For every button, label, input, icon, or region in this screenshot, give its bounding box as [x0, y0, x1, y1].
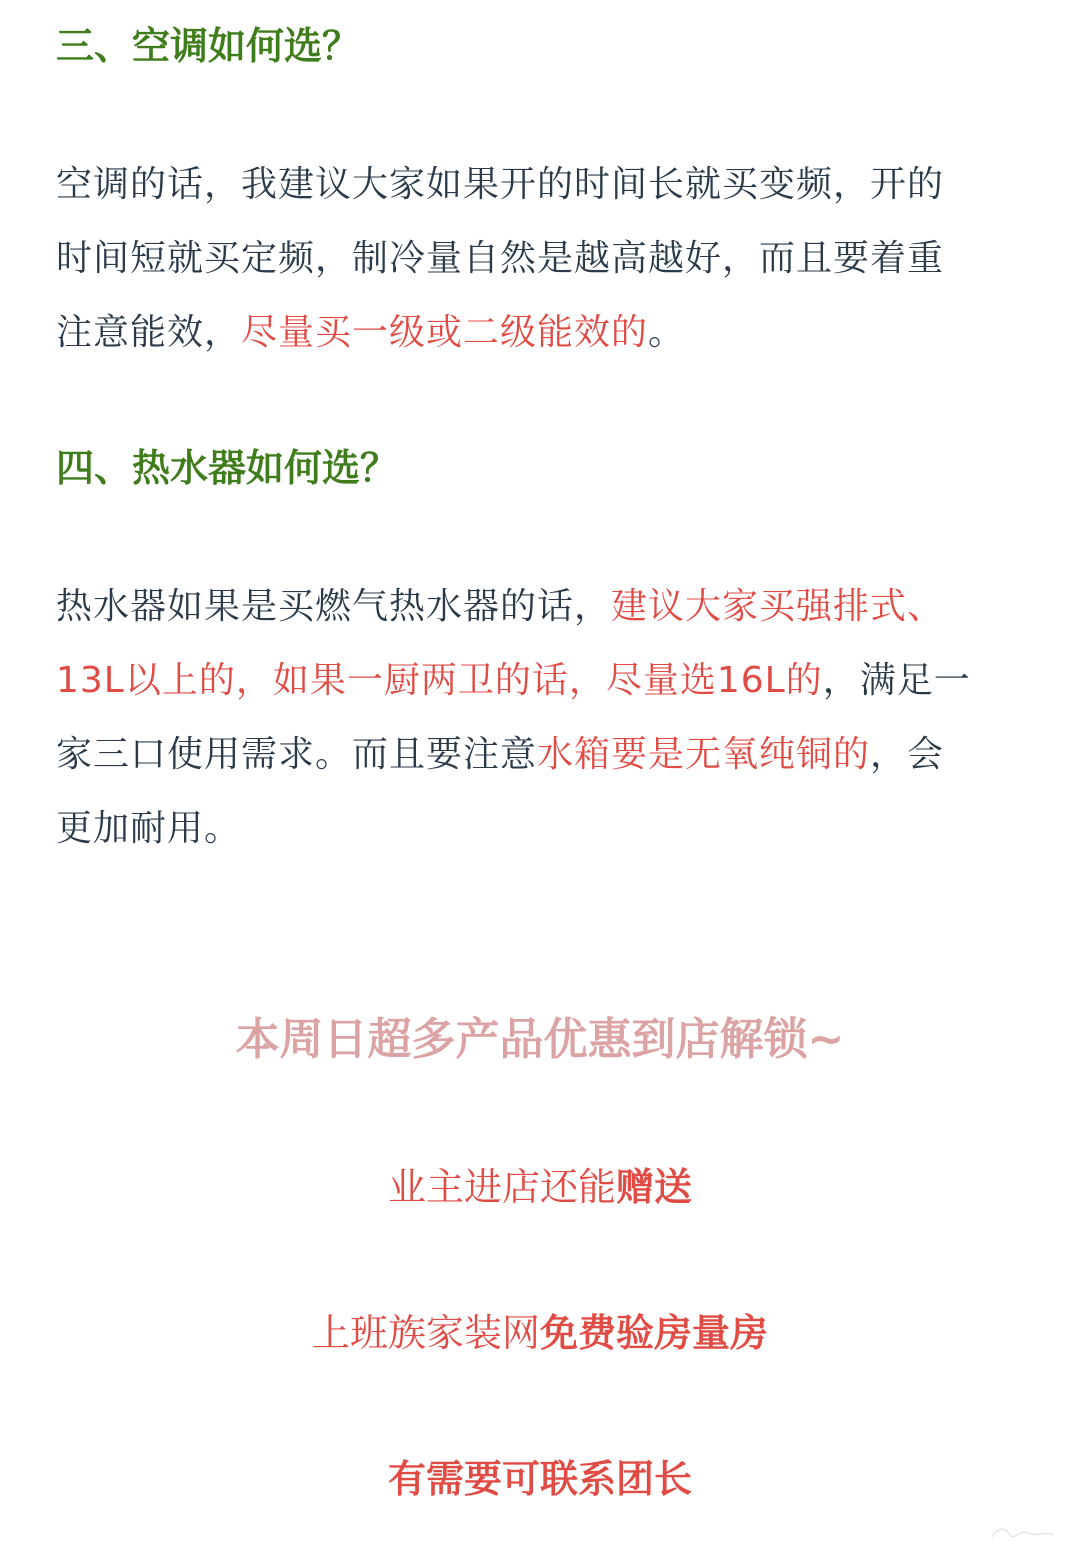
text-run: 家三口使用需求。而且要注意 — [56, 734, 538, 775]
promo-bold-text: 赠送 — [616, 1165, 693, 1209]
promo-text: 上班族家装网 — [311, 1311, 540, 1355]
paragraph-line — [56, 792, 1024, 866]
paragraph-line — [56, 148, 1024, 222]
text-run: 时间短就买定频，制冷量自然是越高越好，而且要着重 — [56, 238, 945, 279]
promo-line-gift — [0, 1162, 1080, 1212]
text-run: ，满足一 — [822, 660, 971, 701]
promo-bold-text: 免费验房量房 — [540, 1311, 769, 1355]
highlight-text: 尽量买一级或二级能效的 — [241, 312, 649, 353]
promo-line-contact — [0, 1454, 1080, 1504]
promo-text: 业主进店还能 — [387, 1165, 616, 1209]
highlight-text: 13L以上的，如果一厨两卫的话，尽量选16L的 — [56, 660, 823, 701]
promo-bold-text: 有需要可联系团长 — [387, 1457, 692, 1501]
promo-title: 本周日超多产品优惠到店解锁~ — [235, 1014, 845, 1065]
paragraph-water-heater — [56, 570, 1024, 866]
section-heading-air-conditioner: 三、空调如何选？ — [56, 24, 361, 68]
text-run: 空调的话，我建议大家如果开的时间长就买变频，开的 — [56, 164, 945, 205]
paragraph-line — [56, 296, 1024, 370]
paragraph-line — [56, 222, 1024, 296]
text-run: 更加耐用。 — [56, 808, 242, 849]
highlight-text: 建议大家买强排式、 — [611, 586, 945, 627]
text-run: 注意能效， — [56, 312, 242, 353]
paragraph-air-conditioner — [56, 148, 1024, 370]
text-run: 。 — [648, 312, 686, 353]
highlight-text: 水箱要是无氧纯铜的 — [537, 734, 871, 775]
promo-line-inspection — [0, 1308, 1080, 1358]
paragraph-line — [56, 644, 1024, 718]
text-run: 热水器如果是买燃气热水器的话， — [56, 586, 612, 627]
paragraph-line — [56, 570, 1024, 644]
paragraph-line — [56, 718, 1024, 792]
text-run: ，会 — [870, 734, 945, 775]
section-heading-water-heater: 四、热水器如何选？ — [56, 446, 399, 490]
watermark-icon — [988, 1521, 1058, 1545]
